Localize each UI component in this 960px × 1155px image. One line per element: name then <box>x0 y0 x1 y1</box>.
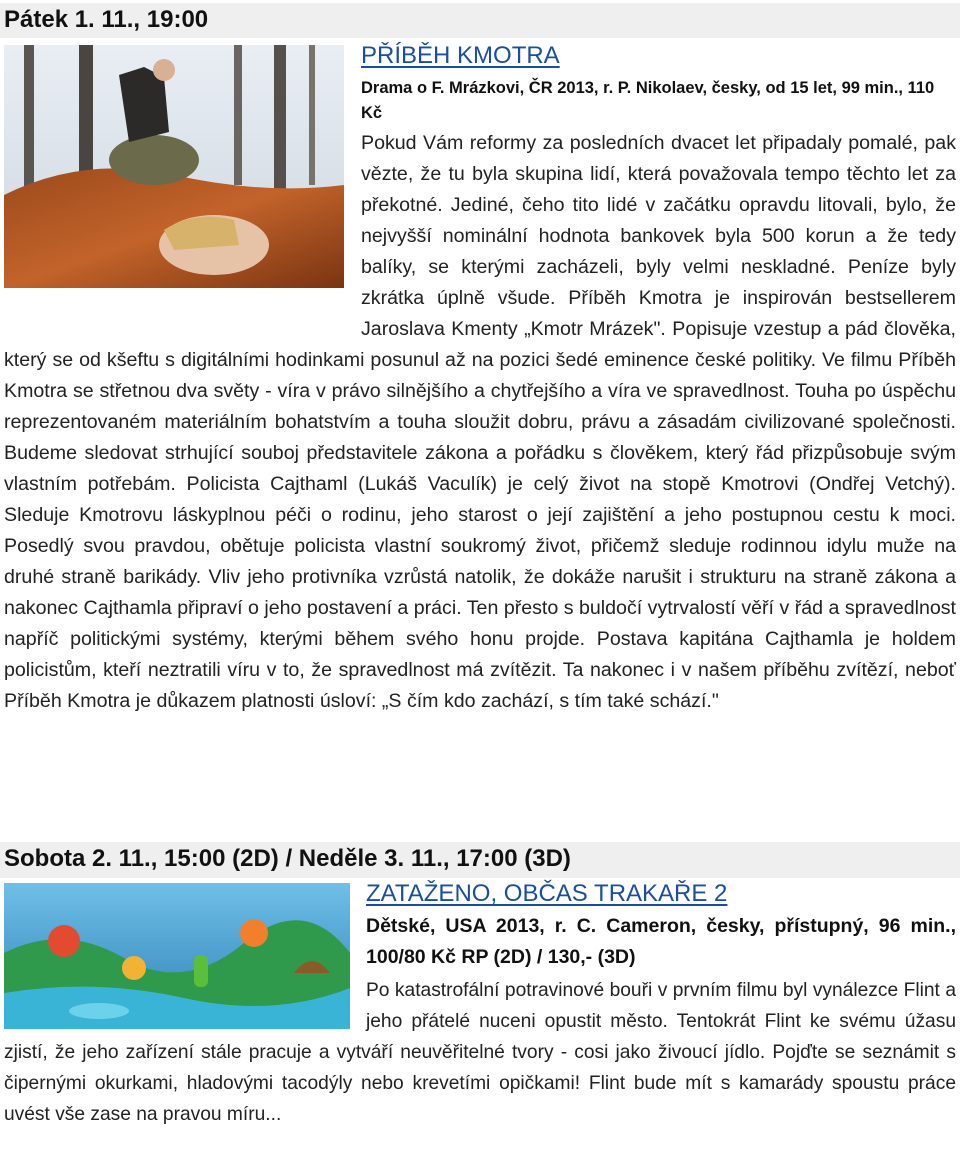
event1-float-spacer <box>4 128 361 316</box>
event1-description <box>4 128 956 717</box>
event2-day-heading: Sobota 2. 11., 15:00 (2D) / Neděle 3. 11., 17:00 (3D) <box>0 842 960 878</box>
event2-description-text: Po katastrofální potravinové bouři v prvním filmu byl vynálezce Flint a jeho přátelé nuceni opustit město. Tentokrát Flint ke svému úžasu zjistí, že jeho zařízení stále pracuje a vytváří neuvěřitelné tvory - cosi jako živoucí jídlo. Pojďte se seznámit s čipernými okurkami, hladovými tacodýly nebo krevetími opičkami! Flint bude mít s kamarády spoustu práce uvést vše zase na pravou míru... <box>4 980 956 1125</box>
event2-float-spacer <box>4 975 366 1033</box>
event1-meta <box>361 76 956 126</box>
event1-meta-text: Drama o F. Mrázkovi, ČR 2013, r. P. Nikolaev, česky, od 15 let, 99 min., 110 Kč <box>361 79 935 122</box>
event2-meta <box>366 911 956 973</box>
event2-title[interactable]: ZATAŽENO, OBČAS TRAKAŘE 2 <box>366 880 728 907</box>
event2-description <box>4 975 956 1130</box>
event2-meta-text: Dětské, USA 2013, r. C. Cameron, česky, přístupný, 96 min., 100/80 Kč RP (2D) / 130,- (3D) <box>366 915 956 968</box>
event1-day-heading: Pátek 1. 11., 19:00 <box>0 3 960 38</box>
event1-description-text: Pokud Vám reformy za posledních dvacet let připadaly pomalé, pak vězte, že tu byla skupina lidí, která považovala tempo těchto let za překotné. Jediné, čeho tito lidé v začátku opravdu litovali, bylo, že nejvyšší nominální hodnota bankovek byla 500 korun a že tedy balíky, se kterými zacházeli, byly velmi neskladné. Peníze byly zkrátka úplně všude. Příběh Kmotra je inspirován bestsellerem Jaroslava Kmenty „Kmotr Mrázek". Popisuje vzestup a pád člověka, který se od kšeftu s digitálními hodinkami posunul až na pozici šedé eminence české politiky. Ve filmu Příběh Kmotra se střetnou dva světy - víra v právo silnějšího a chytřejšího a víra ve spravedlnost. Touha po úspěchu reprezentovaném materiálním bohatstvím a touha sloužit dobru, právu a zásadám civilizované společnosti. Budeme sledovat strhující souboj představitele zákona a pořádku s člověkem, který řád přizpůsobuje svým vlastním potřebám. Policista Cajthaml (Lukáš Vaculík) je celý život na stopě Kmotrovi (Ondřej Vetchý). Sleduje Kmotrovu láskyplnou péči o rodinu, jeho starost o její zajištění a jeho postupnou cestu k moci. Posedlý svou pravdou, obětuje policista vlastní soukromý život, přičemž sleduje rodinnou idylu muže na druhé straně barikády. Vliv jeho protivníka vzrůstá natolik, že dokáže narušit i strukturu na straně zákona a nakonec Cajthamla připraví o jeho postavení a práci. Ten přesto s buldočí vytrvalostí věří v řád a spravedlnost napříč politickými systémy, kterými během svého honu projde. Postava kapitána Cajthamla je holdem policistům, kteří neztratili víru v to, že spravedlnost má zvítězit. Ta nakonec i v našem příběhu zvítězí, neboť Příběh Kmotra je důkazem platnosti úsloví: „S čím kdo zachází, s tím také schází." <box>4 132 956 712</box>
event1-title[interactable]: PŘÍBĚH KMOTRA <box>361 42 560 69</box>
